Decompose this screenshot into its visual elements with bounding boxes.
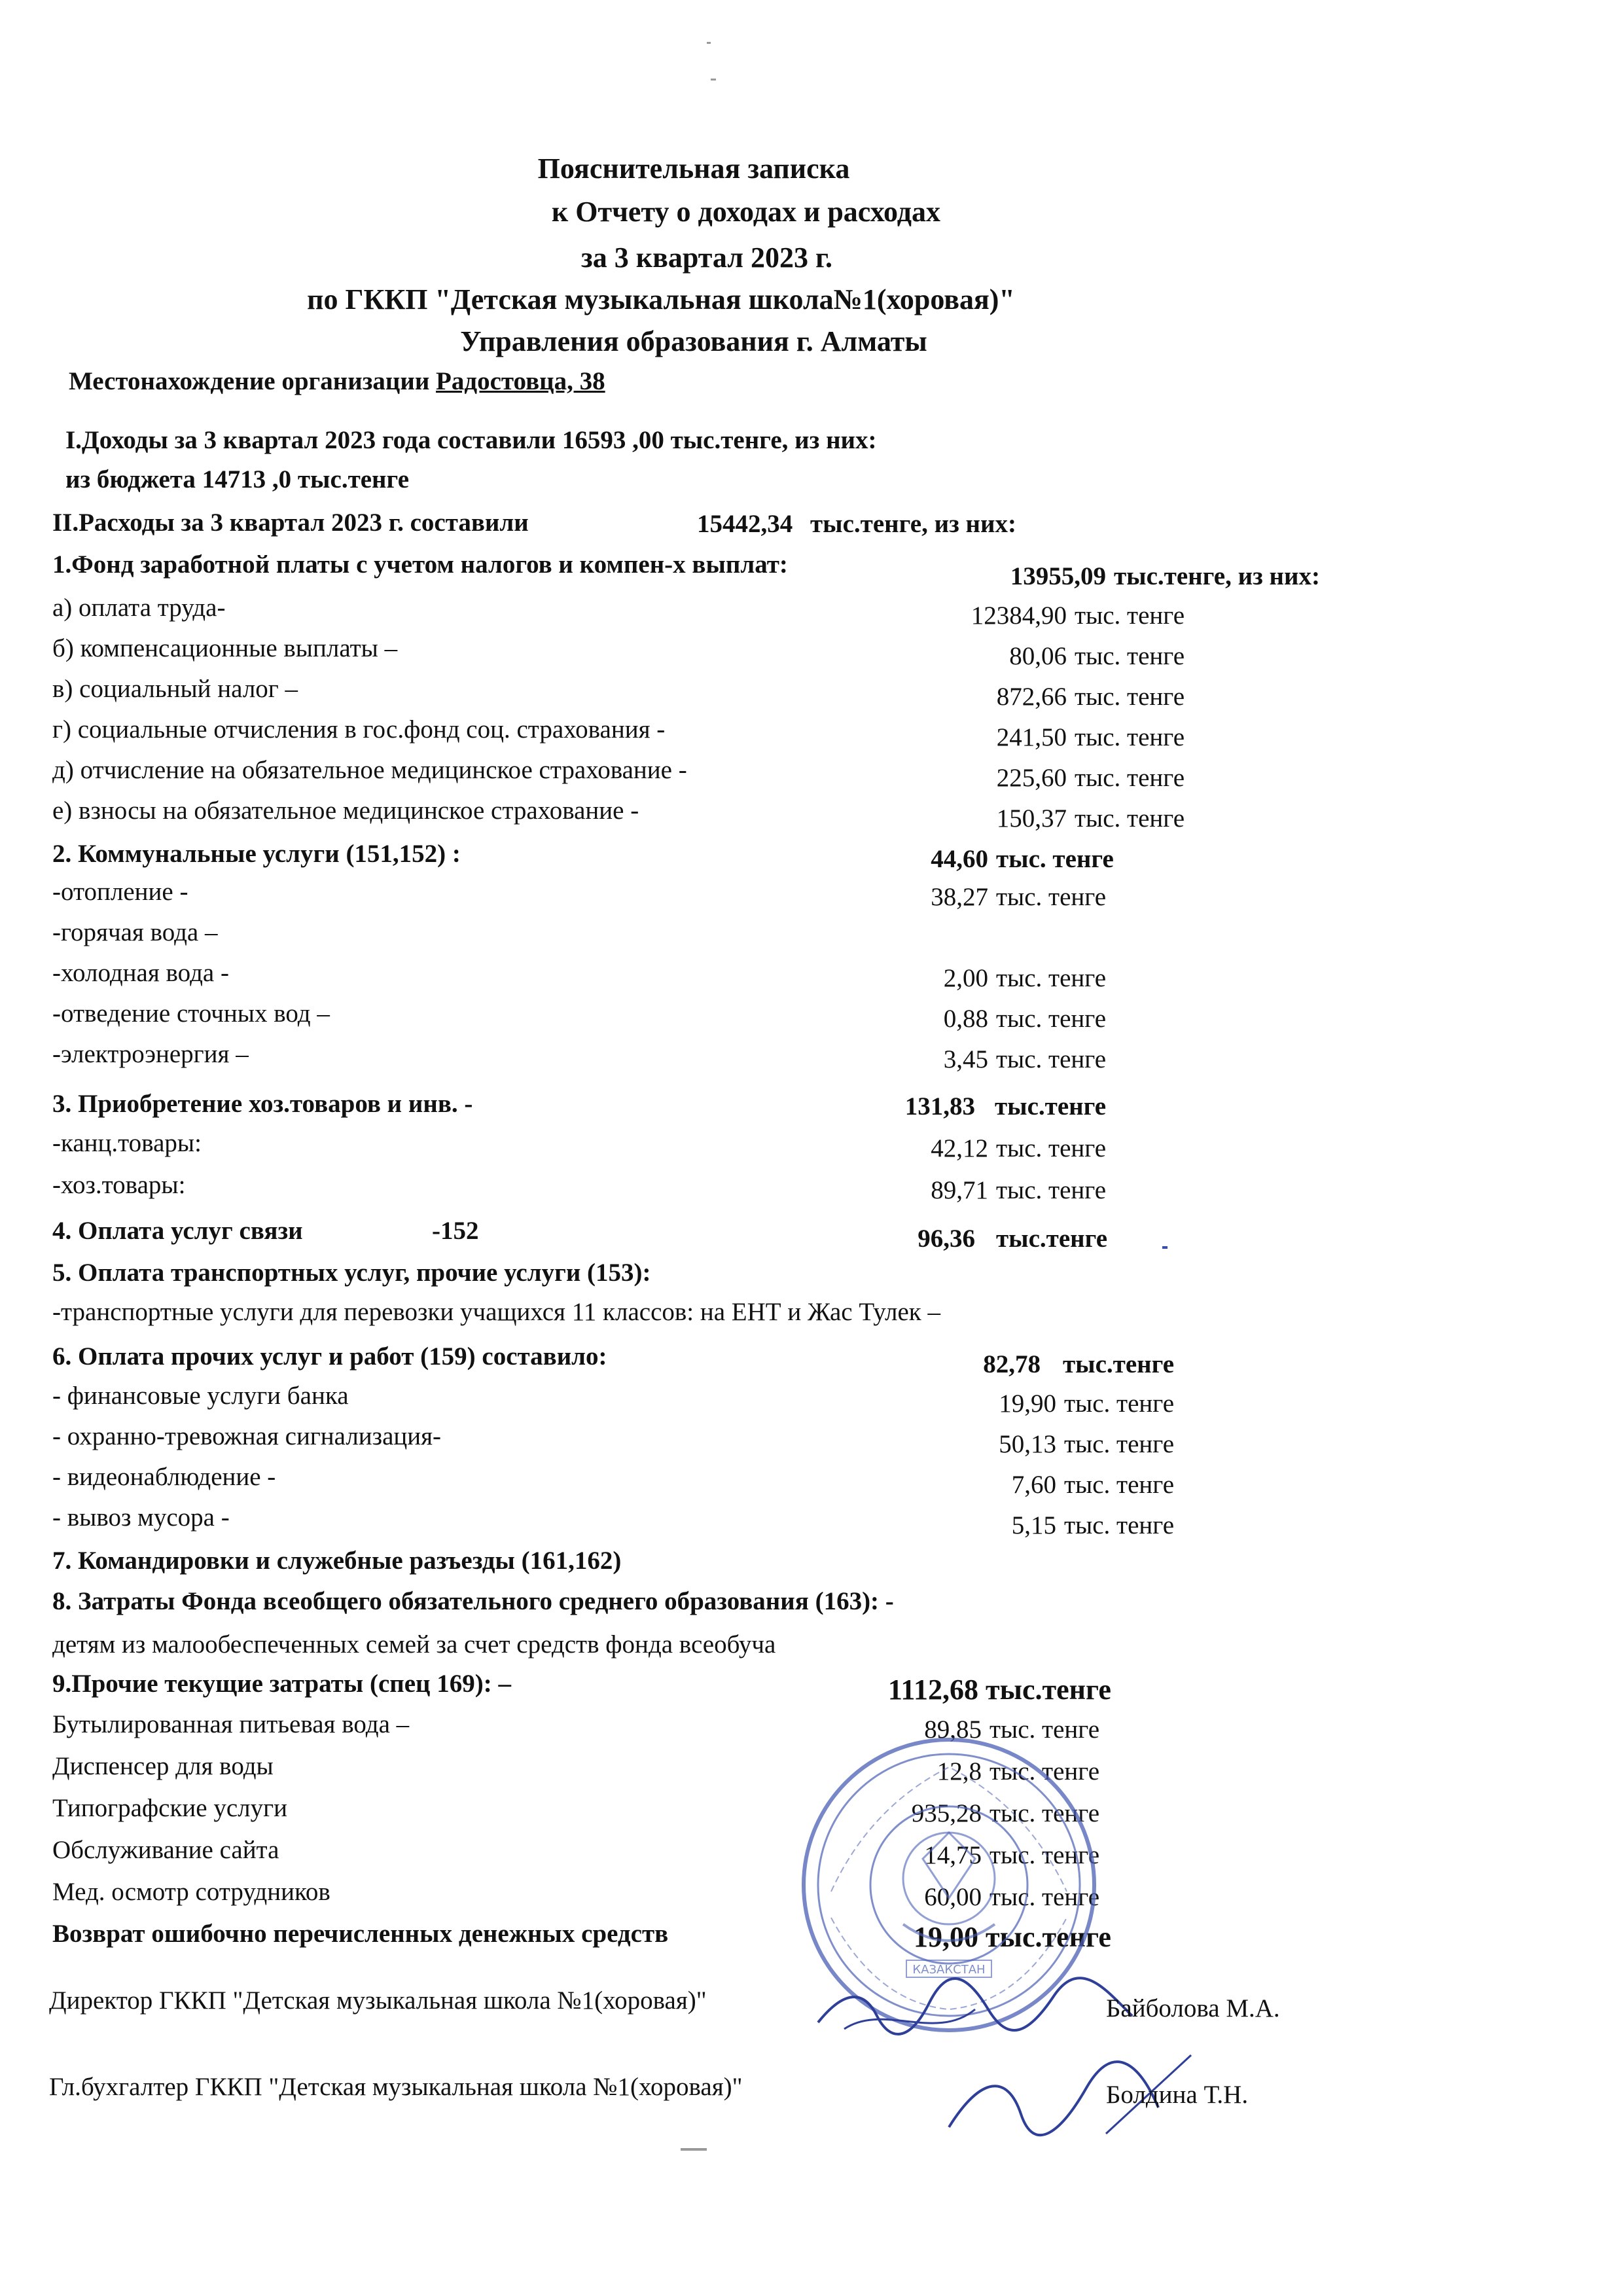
misc-amount: 1112,68	[887, 1674, 978, 1706]
income-line-2: из бюджета 14713 ,0 тыс.тенге	[65, 465, 410, 493]
transport-label: 5. Оплата транспортных услуг, прочие услуги (153):	[52, 1259, 651, 1287]
svg-text:КАЗАКСТАН: КАЗАКСТАН	[912, 1963, 986, 1977]
payroll-item-unit: тыс. тенге	[1075, 764, 1185, 792]
utilities-item-unit: тыс. тенге	[996, 1005, 1107, 1033]
fund-line: детям из малообеспеченных семей за счет средств фонда всеобуча	[52, 1630, 776, 1659]
payroll-item-label: г) социальные отчисления в гос.фонд соц. страхования -	[52, 715, 666, 744]
utilities-unit: тыс. тенге	[996, 845, 1114, 873]
payroll-item-unit: тыс. тенге	[1075, 723, 1185, 751]
expenses-amount: 15442,34	[697, 510, 793, 538]
misc-item-label: Мед. осмотр сотрудников	[52, 1878, 330, 1906]
payroll-item-amount: 80,06	[1009, 642, 1067, 670]
goods-label: 3. Приобретение хоз.товаров и инв. -	[52, 1090, 473, 1118]
payroll-item-label: б) компенсационные выплаты –	[52, 634, 398, 662]
misc-item-unit: тыс. тенге	[990, 1841, 1100, 1869]
misc-item-label: Обслуживание сайта	[52, 1836, 279, 1864]
utilities-item-unit: тыс. тенге	[996, 964, 1107, 992]
title-line-1: Пояснительная записка	[537, 152, 850, 185]
comm-amount: 96,36	[918, 1225, 975, 1253]
utilities-item-label: -электроэнергия –	[52, 1040, 249, 1068]
refund-amount: 19,00	[914, 1921, 978, 1953]
scan-speck	[681, 2148, 707, 2151]
refund-label: Возврат ошибочно перечисленных денежных средств	[52, 1920, 669, 1948]
accountant-name: Болдина Т.Н.	[1106, 2081, 1249, 2109]
director-title: Директор ГККП "Детская музыкальная школа №1(хоровая)"	[49, 1986, 707, 2015]
title-line-5: Управления образования г. Алматы	[460, 325, 927, 357]
utilities-label: 2. Коммунальные услуги (151,152) :	[52, 840, 461, 868]
other-item-amount: 5,15	[1011, 1511, 1056, 1539]
payroll-item-label: а) оплата труда-	[52, 594, 226, 622]
other-item-unit: тыс. тенге	[1064, 1430, 1175, 1458]
misc-item-label: Типографские услуги	[52, 1794, 287, 1822]
other-item-unit: тыс. тенге	[1064, 1511, 1175, 1539]
scan-speck	[707, 42, 711, 44]
utilities-item-amount: 2,00	[943, 964, 988, 992]
misc-item-label: Диспенсер для воды	[52, 1752, 274, 1780]
goods-item-unit: тыс. тенге	[996, 1176, 1107, 1204]
expenses-unit: тыс.тенге, из них:	[810, 510, 1016, 538]
utilities-item-label: -отопление -	[52, 878, 188, 906]
misc-item-amount: 12,8	[936, 1757, 982, 1785]
other-label: 6. Оплата прочих услуг и работ (159) составило:	[52, 1342, 607, 1371]
expenses-label: II.Расходы за 3 квартал 2023 г. составили	[52, 509, 529, 537]
payroll-item-label: д) отчисление на обязательное медицинское страхование -	[52, 756, 687, 784]
misc-item-amount: 89,85	[924, 1715, 982, 1744]
payroll-item-amount: 872,66	[996, 683, 1067, 711]
payroll-item-amount: 150,37	[996, 804, 1067, 833]
other-item-label: - вывоз мусора -	[52, 1503, 230, 1532]
misc-item-label: Бутылированная питьевая вода –	[52, 1710, 410, 1738]
trips-label: 7. Командировки и служебные разъезды (161,162)	[52, 1547, 622, 1575]
utilities-item-unit: тыс. тенге	[996, 883, 1107, 911]
payroll-unit: тыс.тенге, из них:	[1114, 562, 1320, 590]
payroll-item-unit: тыс. тенге	[1075, 804, 1185, 833]
misc-item-unit: тыс. тенге	[990, 1799, 1100, 1827]
payroll-item-unit: тыс. тенге	[1075, 601, 1185, 630]
transport-line: -транспортные услуги для перевозки учащихся 11 классов: на ЕНТ и Жас Тулек –	[52, 1298, 940, 1326]
goods-item-amount: 42,12	[931, 1134, 988, 1162]
payroll-item-amount: 241,50	[996, 723, 1067, 751]
payroll-item-unit: тыс. тенге	[1075, 683, 1185, 711]
other-item-amount: 19,90	[999, 1390, 1056, 1418]
payroll-label: 1.Фонд заработной платы с учетом налогов и компен-х выплат:	[52, 550, 788, 579]
utilities-item-unit: тыс. тенге	[996, 1045, 1107, 1073]
other-item-amount: 50,13	[999, 1430, 1056, 1458]
other-unit: тыс.тенге	[1063, 1350, 1175, 1378]
refund-unit: тыс.тенге	[986, 1921, 1111, 1953]
goods-item-label: -хоз.товары:	[52, 1171, 186, 1199]
other-item-amount: 7,60	[1011, 1471, 1056, 1499]
misc-item-unit: тыс. тенге	[990, 1715, 1100, 1744]
payroll-item-unit: тыс. тенге	[1075, 642, 1185, 670]
payroll-item-amount: 12384,90	[971, 601, 1067, 630]
misc-item-amount: 60,00	[924, 1883, 982, 1911]
utilities-amount: 44,60	[931, 845, 988, 873]
payroll-amount: 13955,09	[1010, 562, 1106, 590]
utilities-item-amount: 0,88	[943, 1005, 988, 1033]
comm-label: 4. Оплата услуг связи	[52, 1217, 303, 1245]
title-line-2: к Отчету о доходах и расходах	[551, 196, 941, 228]
location-value: Радостовца, 38	[436, 367, 605, 395]
accountant-title: Гл.бухгалтер ГККП "Детская музыкальная школа №1(хоровая)"	[49, 2073, 743, 2101]
comm-unit: тыс.тенге	[996, 1225, 1108, 1253]
goods-item-label: -канц.товары:	[52, 1129, 202, 1157]
income-line-1: I.Доходы за 3 квартал 2023 года составили 16593 ,00 тыс.тенге, из них:	[65, 426, 877, 454]
scan-speck	[711, 79, 716, 81]
misc-item-unit: тыс. тенге	[990, 1883, 1100, 1911]
other-item-label: - охранно-тревожная сигнализация-	[52, 1422, 442, 1450]
other-amount: 82,78	[983, 1350, 1041, 1378]
misc-item-amount: 935,28	[911, 1799, 982, 1827]
director-name: Байболова М.А.	[1106, 1994, 1280, 2022]
misc-label: 9.Прочие текущие затраты (спец 169): –	[52, 1670, 511, 1698]
title-line-3: за 3 квартал 2023 г.	[581, 242, 832, 274]
other-item-label: - финансовые услуги банка	[52, 1382, 349, 1410]
payroll-item-amount: 225,60	[996, 764, 1067, 792]
utilities-item-amount: 3,45	[943, 1045, 988, 1073]
director-signature-icon	[805, 1964, 1145, 2055]
goods-item-unit: тыс. тенге	[996, 1134, 1107, 1162]
goods-unit: тыс.тенге	[995, 1092, 1107, 1121]
utilities-item-label: -горячая вода –	[52, 918, 218, 946]
misc-unit: тыс.тенге	[986, 1674, 1111, 1706]
location-line	[69, 367, 605, 396]
scan-speck	[1162, 1246, 1168, 1249]
utilities-item-amount: 38,27	[931, 883, 988, 911]
misc-item-unit: тыс. тенге	[990, 1757, 1100, 1785]
other-item-label: - видеонаблюдение -	[52, 1463, 276, 1491]
utilities-item-label: -холодная вода -	[52, 959, 229, 987]
comm-code: -152	[432, 1217, 479, 1245]
title-line-4: по ГККП "Детская музыкальная школа№1(хоровая)"	[307, 283, 1015, 315]
fund-label: 8. Затраты Фонда всеобщего обязательного среднего образования (163): -	[52, 1587, 894, 1615]
location-label: Местонахождение организации	[69, 367, 430, 395]
other-item-unit: тыс. тенге	[1064, 1390, 1175, 1418]
goods-amount: 131,83	[904, 1092, 975, 1121]
goods-item-amount: 89,71	[931, 1176, 988, 1204]
misc-item-amount: 14,75	[924, 1841, 982, 1869]
payroll-item-label: е) взносы на обязательное медицинское страхование -	[52, 797, 639, 825]
payroll-item-label: в) социальный налог –	[52, 675, 298, 703]
other-item-unit: тыс. тенге	[1064, 1471, 1175, 1499]
utilities-item-label: -отведение сточных вод –	[52, 999, 330, 1028]
